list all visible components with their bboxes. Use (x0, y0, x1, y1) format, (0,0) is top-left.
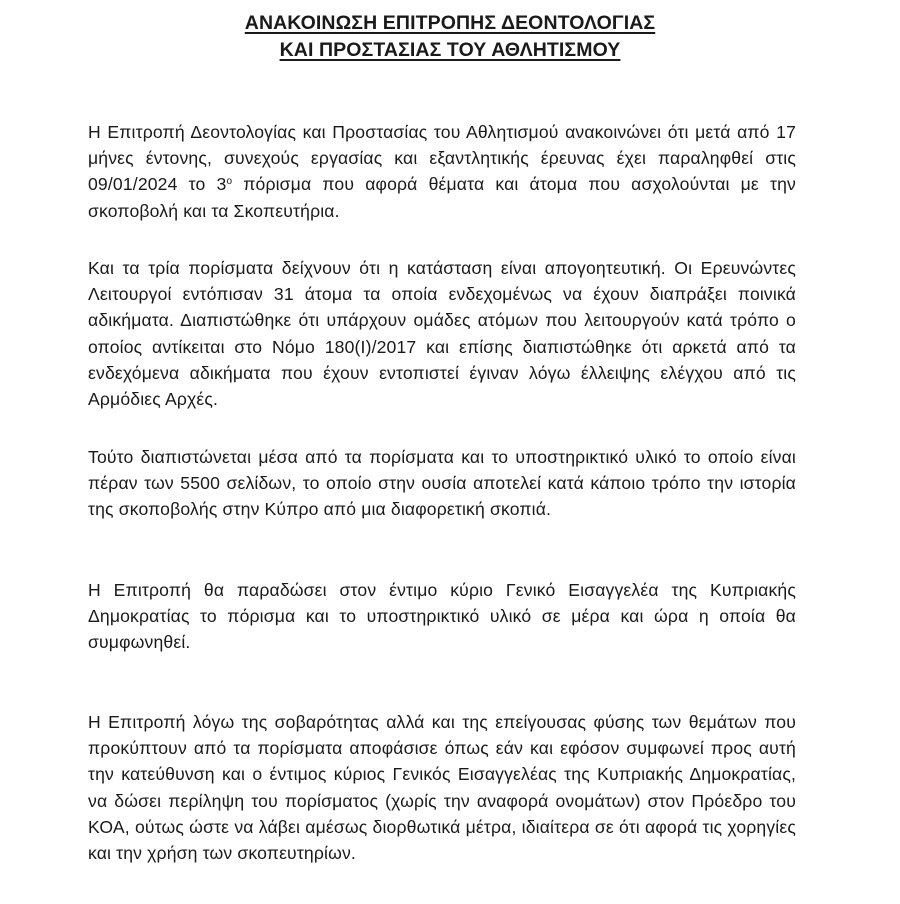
document-title (0, 10, 900, 64)
paragraph-supporting-material: Τούτο διαπιστώνεται μέσα από τα πορίσματα και το υποστηρικτικό υλικό το οποίο είναι πέραν των 5500 σελίδων, το οποίο στην ουσία αποτελεί κατά κάποιο τρόπο την ιστορία της σκοποβολής στην Κύπρο από μια διαφορετική σκοπιά. (88, 447, 796, 520)
paragraph-1-text-b: πόρισμα που αφορά θέματα και άτομα που ασχολούνται με την σκοποβολή και τα Σκοπευτήρια. (88, 174, 796, 221)
title-line-1: ΑΝΑΚΟΙΝΩΣΗ ΕΠΙΤΡΟΠΗΣ ΔΕΟΝΤΟΛΟΓΙΑΣ (244, 12, 656, 34)
title-line-2: ΚΑΙ ΠΡΟΣΤΑΣΙΑΣ ΤΟΥ ΑΘΛΗΤΙΣΜΟΥ (279, 39, 621, 61)
ordinal-suffix: ο (226, 176, 233, 188)
paragraph-urgent-measures: Η Επιτροπή λόγω της σοβαρότητας αλλά και της επείγουσας φύσης των θεμάτων που προκύπτουν από τα πορίσματα αποφάσισε όπως εάν και εφόσον συμφωνεί προς αυτή την κατεύθυνση και ο έντιμος κύριος Γενικός Εισαγγελέας της Κυπριακής Δημοκρατίας, να δώσει περίληψη του πορίσματος (χωρίς την αναφορά ονομάτων) στον Πρόεδρο του ΚΟΑ, ούτως ώστε να λάβει αμέσως διορθωτικά μέτρα, ιδιαίτερα σε ότι αφορά τις χορηγίες και την χρήση των σκοπευτηρίων. (88, 712, 796, 864)
paragraph-findings-summary: Και τα τρία πορίσματα δείχνουν ότι η κατάσταση είναι απογοητευτική. Οι Ερευνώντες Λειτουργοί εντόπισαν 31 άτομα τα οποία ενδεχομένως να έχουν διαπράξει ποινικά αδικήματα. Διαπιστώθηκε ότι υπάρχουν ομάδες ατόμων που λειτουργούν κατά τρόπο ο οποίος αντίκειται στο Νόμο 180(Ι)/2017 και επίσης διαπιστώθηκε ότι αρκετά από τα ενδεχόμενα αδικήματα που έχουν εντοπιστεί έγιναν λόγω έλλειψης ελέγχου από τις Αρμόδιες Αρχές. (88, 258, 796, 410)
paragraph-attorney-general: Η Επιτροπή θα παραδώσει στον έντιμο κύριο Γενικό Εισαγγελέα της Κυπριακής Δημοκρατίας το πόρισμα και το υποστηρικτικό υλικό σε μέρα και ώρα η οποία θα συμφωνηθεί. (88, 580, 796, 653)
paragraph-finding-received (88, 119, 796, 224)
paragraph-1-text-a: Η Επιτροπή Δεοντολογίας και Προστασίας του Αθλητισμού ανακοινώνει ότι μετά από 17 μήνες έντονης, συνεχούς εργασίας και εξαντλητικής έρευνας έχει παραληφθεί στις 09/01/2024 το 3 (88, 122, 796, 195)
